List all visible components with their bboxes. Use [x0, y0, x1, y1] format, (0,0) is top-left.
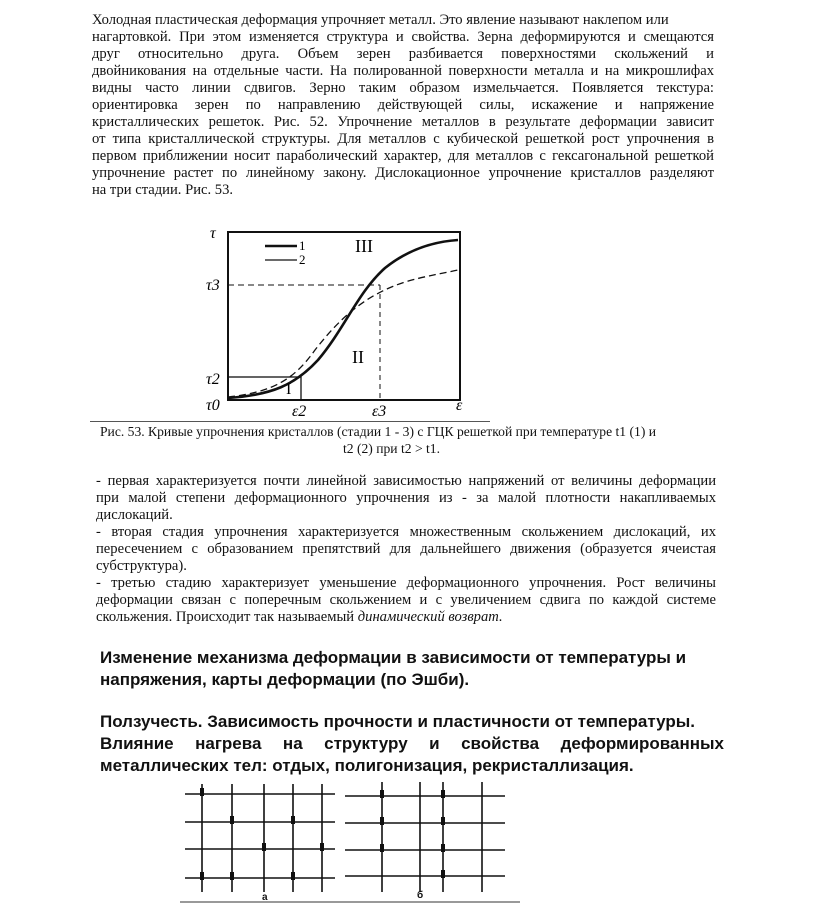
stage-line: - третью стадию характеризует уменьшение деформационного упрочнения. Рост величины	[96, 575, 716, 591]
dislocation-mark	[230, 816, 234, 824]
stage-line: пересечением с образованием препятствий для дальнейшего движения (образуется ячеистая	[96, 541, 716, 557]
tau2-label: τ2	[206, 371, 220, 388]
dislocation-mark	[441, 844, 445, 852]
y-axis-label: τ	[210, 225, 216, 242]
legend-label-2: 2	[299, 252, 306, 267]
intro-line: ориентировка зерен по направлению действующей силы, искажение и напряжение	[92, 97, 714, 113]
stage-line: субструктура).	[96, 558, 187, 574]
stage1-label: I	[286, 381, 292, 398]
heading-deformation-maps: Изменение механизма деформации в зависимости от температуры и	[100, 648, 687, 667]
dislocation-mark	[441, 870, 445, 878]
dislocation-grids-figure	[180, 778, 520, 908]
heading-creep: Ползучесть. Зависимость прочности и пластичности от температуры.	[100, 712, 695, 731]
grid-a	[185, 784, 335, 892]
intro-line: друг относительно друга. Объем зерен разбивается поверхностями скольжений и	[92, 46, 714, 62]
dislocation-mark	[441, 817, 445, 825]
dislocation-mark	[262, 843, 266, 851]
grid-b	[345, 782, 505, 892]
hardening-curves-figure	[200, 210, 500, 420]
grid-label-a: а	[262, 892, 268, 903]
stage-line-last	[96, 609, 503, 626]
dislocation-mark	[200, 788, 204, 796]
intro-line: первом приближении носит параболический характер, для металлов с гексагональной решеткой	[92, 148, 714, 164]
intro-line: двойникования на отдельные части. На полированной поверхности металла и на микрошлифах	[92, 63, 714, 79]
origin-label: τ0	[206, 397, 220, 414]
intro-line: нагартовкой. При этом изменяется структура и свойства. Зерна деформируются и смещаются	[92, 29, 714, 45]
figure-caption-line: Рис. 53. Кривые упрочнения кристаллов (стадии 1 - 3) с ГЦК решеткой при температуре t1 (1) и	[100, 424, 657, 439]
stage-line: деформации связан с поперечным скольжением и с увеличением сдвига по каждой системе	[96, 592, 716, 608]
dislocation-mark	[200, 872, 204, 880]
dislocation-mark	[230, 872, 234, 880]
curve-2	[228, 270, 458, 397]
heading-creep-cont: Влияние нагрева на структуру и свойства деформированных	[100, 734, 724, 753]
intro-line: кристаллических решеток. Рис. 52. Упрочнение металлов в результате деформации зависит	[92, 114, 714, 130]
dynamic-recovery-term: динамический возврат.	[357, 609, 503, 625]
intro-line: на три стадии. Рис. 53.	[92, 182, 234, 198]
figure-caption-line: t2 (2) при t2 > t1.	[343, 441, 440, 456]
intro-line: Холодная пластическая деформация упрочняет металл. Это явление называют наклепом или	[92, 12, 669, 28]
stage-line: - первая характеризуется почти линейной зависимостью напряжений от величины деформации	[96, 473, 716, 489]
eps3-label: ε3	[372, 403, 387, 420]
dislocation-mark	[380, 817, 384, 825]
dislocation-mark	[441, 790, 445, 798]
figure-rule	[90, 421, 490, 422]
stage3-label: III	[355, 236, 373, 256]
stage-line: при малой степени деформационного упрочнения из - за малой плотности накапливаемых	[96, 490, 716, 506]
grid-label-b: б	[417, 890, 424, 901]
heading-deformation-maps-cont: напряжения, карты деформации (по Эшби).	[100, 670, 470, 689]
dislocation-mark	[380, 790, 384, 798]
tau3-label: τ3	[206, 277, 220, 294]
dislocation-mark	[291, 872, 295, 880]
stage-line: дислокаций.	[96, 507, 173, 523]
intro-line: от типа кристаллической структуры. Для металлов с кубической решеткой рост упрочнения в	[92, 131, 714, 147]
intro-line: видны часто линии сдвигов. Зерно таким образом измельчается. Появляется текстура:	[92, 80, 714, 96]
eps2-label: ε2	[292, 403, 307, 420]
stage-line: - вторая стадия упрочнения характеризуется множественным скольжением дислокаций, их	[96, 524, 716, 540]
stage2-label: II	[352, 347, 364, 367]
dislocation-mark	[380, 844, 384, 852]
dislocation-mark	[291, 816, 295, 824]
heading-creep-cont: металлических тел: отдых, полигонизация, рекристаллизация.	[100, 756, 634, 775]
x-axis-label: ε	[456, 397, 463, 414]
last-line-text: скольжения. Происходит так называемый	[96, 609, 358, 625]
intro-line: упрочнение растет по линейному закону. Дислокационное упрочнение кристаллов разделяют	[92, 165, 714, 181]
plot-frame	[228, 232, 460, 400]
legend-label-1: 1	[299, 238, 306, 253]
dislocation-mark	[320, 843, 324, 851]
